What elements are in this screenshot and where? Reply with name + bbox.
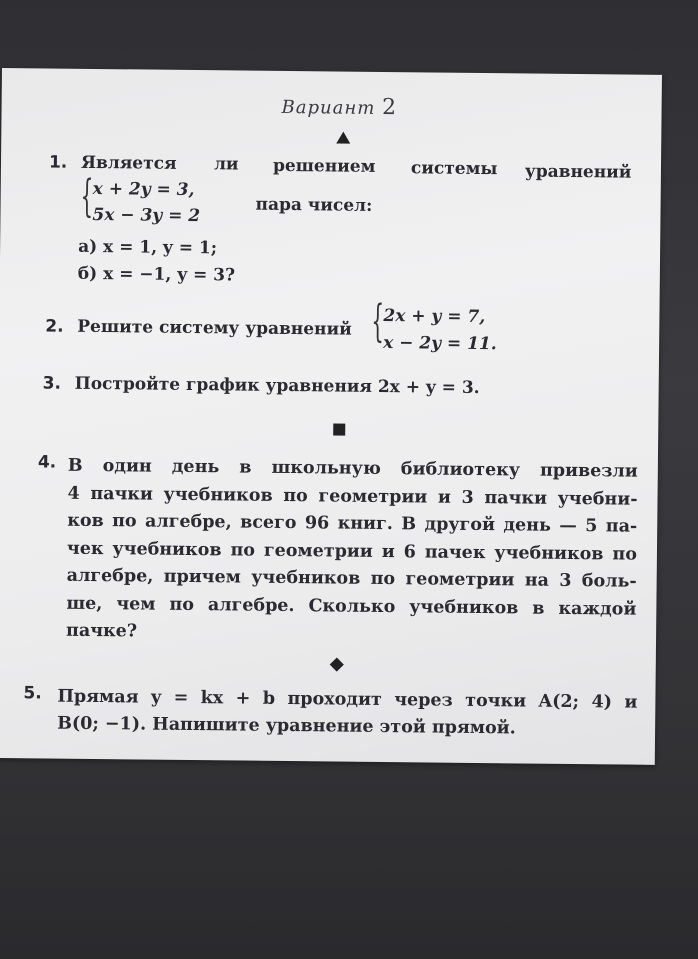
task1-brace: { [80, 170, 94, 222]
task1-option-a: а) x = 1, y = 1; [78, 236, 218, 259]
task2-equation-2: x − 2y = 11. [383, 333, 497, 355]
task1-equation-2: 5x − 3y = 2 [92, 204, 201, 227]
task5-line-1: Прямая y = kx + b проходит через точки A(2; 4) и [57, 686, 638, 713]
task3-number: 3. [42, 373, 62, 394]
task4-line: ков по алгебре, всего 96 книг. В другой день — 5 па- [67, 510, 638, 537]
task1-word-3: решением [272, 155, 376, 177]
task1-word-1: Является [80, 152, 177, 174]
task2-text: Решите систему уравнений [77, 316, 352, 340]
task1-number: 1. [48, 152, 68, 173]
triangle-icon [336, 132, 350, 144]
task2-number: 2. [45, 316, 64, 337]
worksheet-page [0, 68, 662, 765]
task1-equation-1: x + 2y = 3, [92, 178, 195, 201]
task4-line: пачке? [66, 620, 138, 642]
task4-line: 4 пачки учебников по геометрии и 3 пачки учебни- [67, 483, 638, 510]
variant-number: 2 [381, 94, 398, 121]
task4-line: чек учебников по геометрии и 6 пачек учебников по [66, 538, 638, 565]
task5-text [57, 684, 638, 744]
variant-title [281, 94, 397, 120]
task2-brace: { [371, 295, 385, 348]
task1-word-4: системы [410, 158, 498, 180]
task5-number: 5. [23, 683, 42, 704]
task4-line: В один день в школьную библиотеку привезли [67, 455, 638, 482]
task4-line: ше, чем по алгебре. Сколько учебников в каждой [66, 593, 637, 620]
task1-word-5: уравнений [524, 161, 632, 183]
square-icon [333, 423, 345, 435]
task5-line-2: B(0; −1). Напишите уравнение этой прямой. [57, 713, 516, 739]
task2-equation-1: 2x + y = 7, [383, 306, 486, 328]
diamond-icon [330, 657, 344, 671]
task1-option-b: б) x = −1, y = 3? [77, 263, 236, 286]
task1-word-2: ли [213, 154, 239, 175]
task1-pair-text: пара чисел: [255, 194, 373, 216]
task4-number: 4. [37, 452, 57, 473]
task3-text: Постройте график уравнения 2x + y = 3. [74, 373, 480, 399]
task4-text [66, 453, 638, 651]
variant-label: Вариант [281, 96, 376, 119]
task4-line: алгебре, причем учебников по геометрии на 3 боль- [66, 565, 637, 592]
